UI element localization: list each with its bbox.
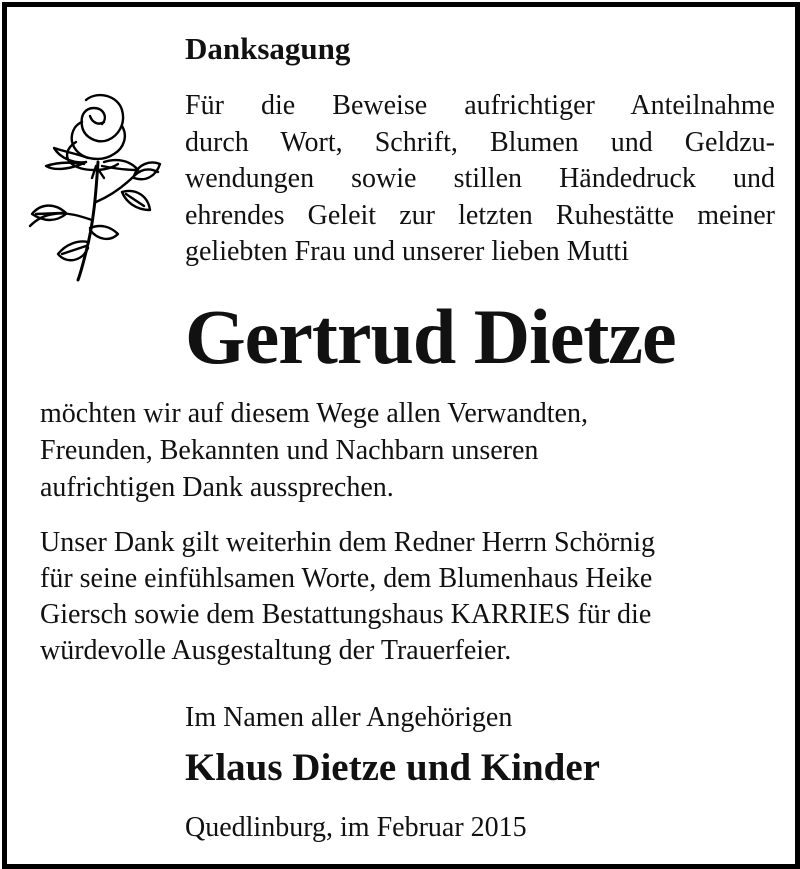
body-paragraph-1 [40, 395, 588, 506]
body-line: würdevolle Ausgestaltung der Trauerfeier. [40, 635, 512, 666]
intro-line: wendungen sowie stillen Händedruck und [185, 163, 775, 194]
notice-heading: Danksagung [185, 31, 351, 66]
signoff-text: Im Namen aller Angehörigen [185, 702, 513, 733]
body-line: für seine einfühlsamen Worte, dem Blumenhaus Heike [40, 563, 653, 594]
rose-icon [26, 92, 166, 282]
intro-line: Für die Beweise aufrichtiger Anteilnahme [185, 90, 775, 121]
place-date: Quedlinburg, im Februar 2015 [185, 812, 527, 843]
body-line: möchten wir auf diesem Wege allen Verwandten, [40, 398, 588, 429]
body-paragraph-2 [40, 525, 655, 669]
intro-line: geliebten Frau und unserer lieben Mutti [185, 236, 629, 267]
intro-line: durch Wort, Schrift, Blumen und Geldzu- [185, 126, 775, 158]
deceased-name: Gertrud Dietze [185, 293, 676, 380]
body-line: Giersch sowie dem Bestattungshaus KARRIES für die [40, 599, 652, 630]
intro-line: ehrendes Geleit zur letzten Ruhestätte meiner [185, 199, 775, 231]
body-line: aufrichtigen Dank aussprechen. [40, 472, 394, 503]
body-line: Unser Dank gilt weiterhin dem Redner Herrn Schörnig [40, 527, 656, 558]
signers-name: Klaus Dietze und Kinder [185, 746, 600, 789]
body-line: Freunden, Bekannten und Nachbarn unseren [40, 435, 539, 466]
intro-paragraph [185, 88, 775, 271]
